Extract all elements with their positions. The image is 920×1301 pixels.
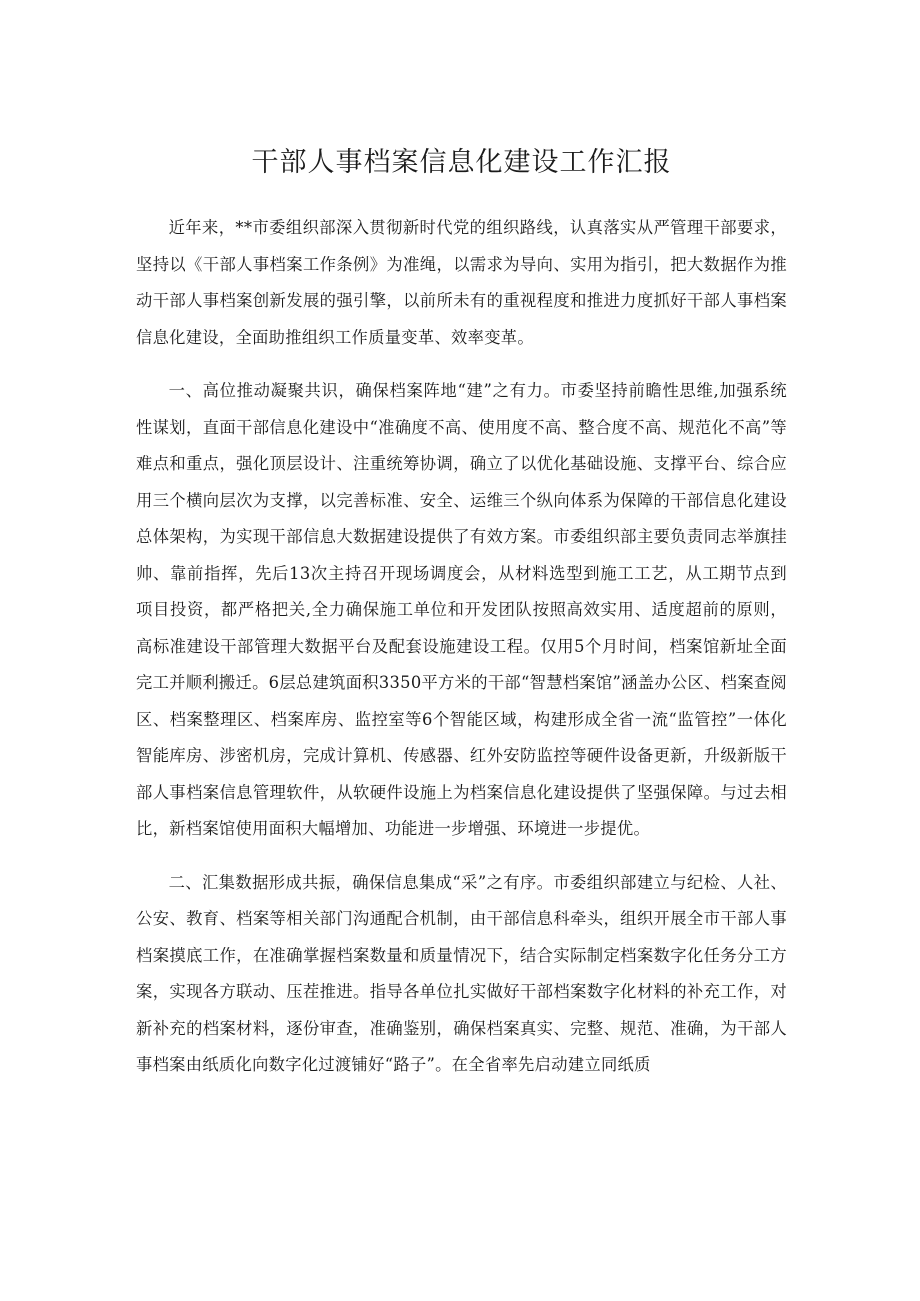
section-one-paragraph: 一、高位推动凝聚共识，确保档案阵地“建”之有力。市委坚持前瞻性思维,加强系统性谋划，直面干部信息化建设中“准确度不高、使用度不高、整合度不高、规范化不高”等难点和重点，强化顶层设计、注重统筹协调，确立了以优化基础设施、支撑平台、综合应用三个横向层次为支撑，以完善标准、安全、运维三个纵向体系为保障的干部信息化建设总体架构，为实现干部信息大数据建设提供了有效方案。市委组织部主要负责同志举旗挂帅、靠前指挥，先后13次主持召开现场调度会，从材料选型到施工工艺，从工期节点到项目投资，都严格把关,全力确保施工单位和开发团队按照高效实用、适度超前的原则，高标准建设干部管理大数据平台及配套设施建设工程。仅用5个月时间，档案馆新址全面完工并顺利搬迁。6层总建筑面积3350平方米的干部“智慧档案馆”涵盖办公区、档案查阅区、档案整理区、档案库房、监控室等6个智能区域，构建形成全省一流“监管控”一体化智能库房、涉密机房，完成计算机、传感器、红外安防监控等硬件设备更新，升级新版干部人事档案信息管理软件，从软硬件设施上为档案信息化建设提供了坚强保障。与过去相比，新档案馆使用面积大幅增加、功能进一步增强、环境进一步提优。 — [136, 381, 787, 838]
document-title: 干部人事档案信息化建设工作汇报 — [251, 147, 672, 178]
intro-paragraph: 近年来，**市委组织部深入贯彻新时代党的组织路线，认真落实从严管理干部要求，坚持以《干部人事档案工作条例》为准绳，以需求为导向、实用为指引，把大数据作为推动干部人事档案创新发展的强引擎，以前所未有的重视程度和推进力度抓好干部人事档案信息化建设，全面助推组织工作质量变革、效率变革。 — [136, 218, 787, 347]
section-two-paragraph: 二、汇集数据形成共振，确保信息集成“采”之有序。市委组织部建立与纪检、人社、公安、教育、档案等相关部门沟通配合机制，由干部信息科牵头，组织开展全市干部人事档案摸底工作，在准确掌握档案数量和质量情况下，结合实际制定档案数字化任务分工方案，实现各方联动、压茬推进。指导各单位扎实做好干部档案数字化材料的补充工作，对新补充的档案材料，逐份审查，准确鉴别，确保档案真实、完整、规范、准确，为干部人事档案由纸质化向数字化过渡铺好“路子”。在全省率先启动建立同纸质 — [136, 872, 787, 1074]
